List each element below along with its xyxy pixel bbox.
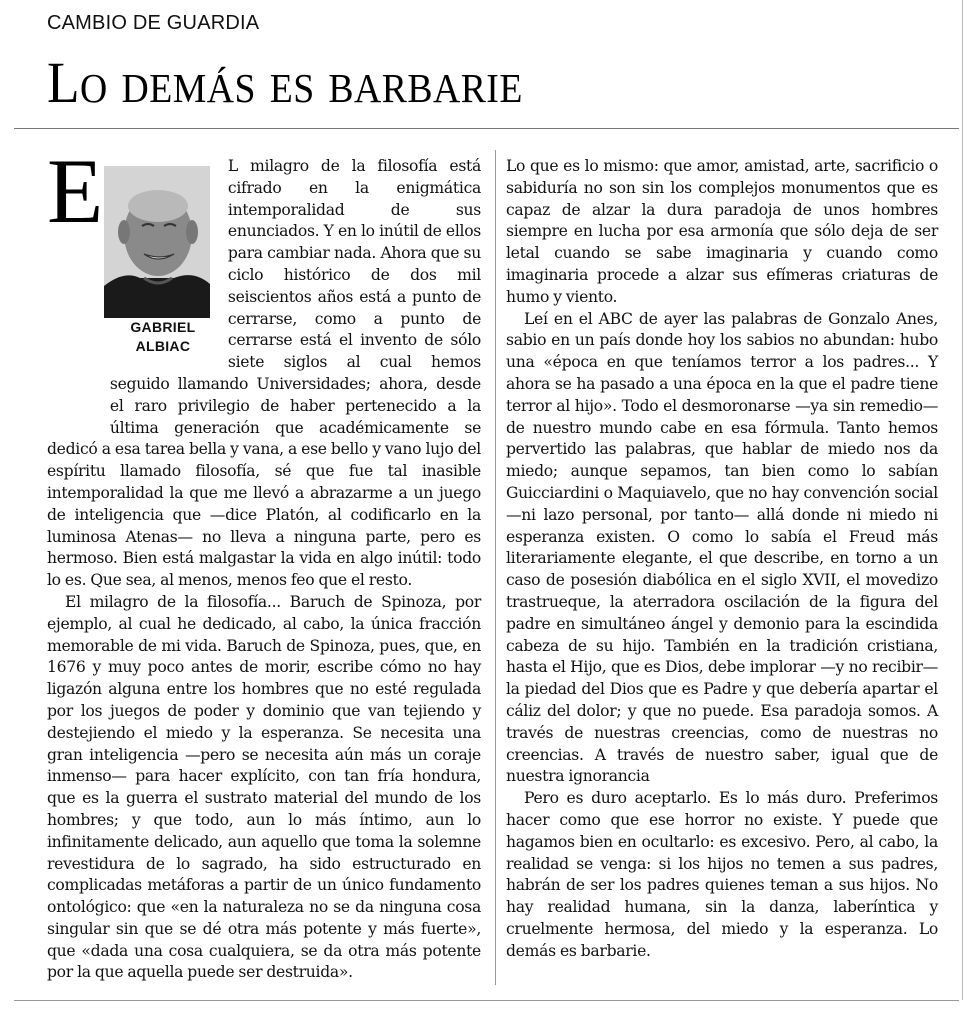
drop-cap: E — [47, 140, 103, 242]
section-label: CAMBIO DE GUARDIA — [47, 12, 260, 34]
author-byline — [104, 318, 222, 356]
paragraph-4: Pero es duro aceptarlo. Es lo más duro. Preferimos hacer como que ese horror no existe. Y puede que hagamos bien en ocultarlo: es excesivo. Pero, al cabo, la realidad se venga: si los hijos no temen a sus padres, habrán de ser los padres quienes teman a sus hijos. No hay realidad humana, sin la danza, laberíntica y cruelmente hermosa, del miedo y la esperanza. Lo demás es barbarie. — [506, 789, 938, 960]
author-last-name: ALBIAC — [135, 338, 191, 354]
author-photo — [104, 166, 210, 318]
article-column-left — [47, 140, 481, 984]
paragraph-2: El milagro de la filosofía... Baruch de Spinoza, por ejemplo, al cual he dedicado, al cabo, la única fracción memorable de mi vida. Baruch de Spinoza, pues, que, en 1676 y muy poco antes de morir, escribe cómo no hay ligazón alguna entre los hombres que no esté regulada por los juegos de poder y dominio que van tejiendo y destejiendo el miedo y la esperanza. Se necesita una gran inteligencia —pero se necesita aún más un coraje inmenso— para hacer explícito, con tan fría hondura, que es la guerra el sustrato material del mundo de los hombres; y que todo, aun lo más íntimo, aun lo infinitamente delicado, aun aquello que toma la solemne revestidura de lo sagrado, ha sido estructurado en complicadas metáforas a partir de un único fundamento ontológico: que «en la naturaleza no se da ninguna cosa singular sin que se dé otra más potente y más fuerte», que «dada una cosa cualquiera, se da otra más potente por la que aquella puede ser destruida». — [47, 592, 481, 982]
page-edge-bottom — [14, 1000, 959, 1001]
article-column-right — [506, 156, 938, 962]
author-box — [104, 166, 222, 372]
paragraph-2-continued: Lo que es lo mismo: que amor, amistad, arte, sacrificio o sabiduría no son sin los complejos monumentos que es capaz de alzar la dura paradoja de unos hombres siempre en lucha por esa armonía que sólo deja de ser letal cuando se sabe imaginaria y cuando como imaginaria procede a alzar sus efímeras criaturas de humo y viento. — [506, 157, 938, 306]
author-portrait-icon — [104, 166, 210, 318]
page-edge-right — [962, 0, 963, 1000]
paragraph-1 — [47, 140, 481, 592]
author-first-name: GABRIEL — [130, 319, 196, 335]
column-divider — [495, 150, 496, 985]
headline-rule — [14, 128, 959, 129]
headline: Lo demás es barbarie — [47, 50, 523, 115]
paragraph-1-text: L milagro de la filosofía está cifrado en la enigmática intemporalidad de sus enunciados. Y en lo inútil de ellos para cambiar nada. Ahora que su ciclo histórico de dos mil seiscientos años está a punto de cerrarse, como a punto de cerrarse está el invento de sólo siete siglos al cual hemos seguido llamando Universidades; ahora, desde el raro privilegio de haber pertenecido a la última generación que académicamente se dedicó a esa tarea bella y vana, a ese bello y vano lujo del espíritu llamado filosofía, sé que fue tal inasible intemporalidad la que me llevó a abrazarme a un juego de inteligencia que —dice Platón, al codificarlo en la luminosa Atenas— no lleva a ninguna parte, pero es hermoso. Bien está malgastar la vida en algo inútil: todo lo es. Que sea, al menos, menos feo que el resto. — [47, 157, 481, 590]
paragraph-3: Leí en el ABC de ayer las palabras de Gonzalo Anes, sabio en un país donde hoy los sabios no abundan: hubo una «época en que teníamos terror a los padres... Y ahora se ha pasado a una época en la que el padre tiene terror al hijo». Todo el desmoronarse —ya sin remedio— de nuestro mundo cabe en esa fórmula. Tanto hemos pervertido las palabras, que hablar de miedo nos da miedo; aunque sepamos, tan bien como lo sabían Guicciardini o Maquiavelo, que no hay convención social —ni lazo personal, por tanto— allá donde ni miedo ni esperanza existen. O como lo sabía el Freud más literariamente elegante, el que describe, en torno a un caso de posesión diabólica en el siglo XVII, el movedizo trastrueque, la aterradora oscilación de la figura del padre en simultáneo ángel y demonio para la escindida cabeza de su hijo. También en la tradición cristiana, hasta el Hijo, que es Dios, debe implorar —y no recibir— la piedad del Dios que es Padre y que debería apartar el cáliz del dolor; y que no puede. Esa paradoja somos. A través de nuestras creencias, como de nuestras no creencias. A través de nuestro saber, igual que de nuestra ignorancia — [506, 309, 938, 786]
